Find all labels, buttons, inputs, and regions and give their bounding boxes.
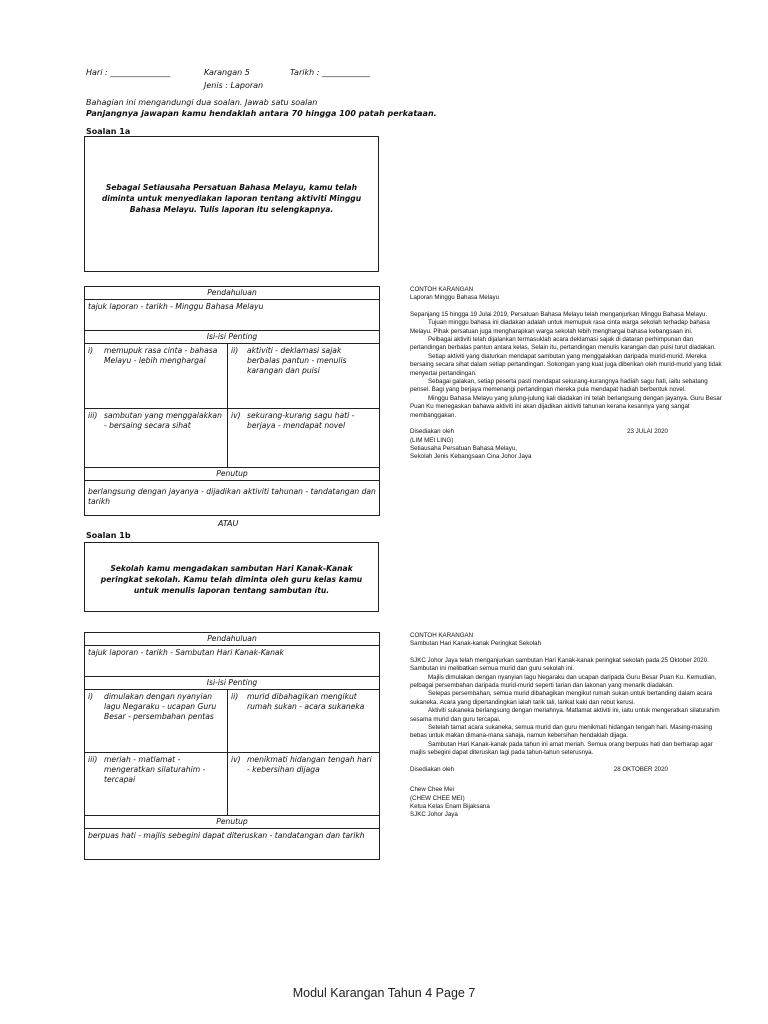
point-cell: iii) meriah - matlamat - mengeratkan silaturahim - tercapai	[85, 753, 228, 816]
disediakan-label: Disediakan oleh	[410, 428, 455, 436]
signature-line: Setiausaha Persatuan Bahasa Melayu,	[410, 444, 517, 452]
penutup-header: Penutup	[85, 468, 380, 481]
soalan-1b-plan-table	[84, 632, 380, 860]
signature-line: SJKC Johor Jaya	[410, 811, 458, 819]
contoh-label: CONTOH KARANGAN	[410, 286, 474, 293]
atau-separator: ATAU	[218, 519, 239, 528]
contoh-paragraph: Setiap aktiviti yang diaturkan mendapat sambutan yang menggalakkan daripada murid-murid. Mereka bersaing secara sihat dalam setiap pertandingan. Sokongan yang kuat juga diberikan oleh murid-murid yang tidak menyertai pertandingan.	[410, 352, 722, 377]
contoh-paragraph: Minggu Bahasa Melayu yang julung-julung kali diadakan ini telah berlangsung dengan jayanya. Guru Besar Puan Ku menegaskan bahawa aktiviti ini akan dijadikan aktiviti tahunan kerana kesannya yang sangat membanggakan.	[410, 394, 722, 419]
contoh-paragraph: Setelah tamat acara sukaneka, semua murid dan guru menikmati hidangan tengah hari. Masing-masing bebas untuk makan dimana-mana sahaja, namun kebersihan hendaklah dijaga.	[410, 724, 713, 740]
contoh-karangan-1a	[410, 286, 728, 462]
penutup-text: berpuas hati - majlis sebegini dapat diteruskan - tandatangan dan tarikh	[85, 829, 380, 860]
isi-header: Isi-isi Penting	[85, 331, 380, 344]
soalan-1a-plan-table	[84, 286, 380, 516]
soalan-1a-question-box	[84, 136, 379, 272]
hari-field: Hari : _______________	[86, 68, 171, 77]
soalan-1b-label: Soalan 1b	[86, 531, 131, 540]
contoh-title: Sambutan Hari Kanak-kanak Peringkat Sekolah	[410, 640, 542, 648]
point-cell: i) memupuk rasa cinta - bahasa Melayu - lebih menghargai	[85, 344, 228, 409]
point-cell: iv) menikmati hidangan tengah hari - kebersihan dijaga	[228, 753, 380, 816]
point-cell: ii) aktiviti - deklamasi sajak berbalas pantun - menulis karangan dan puisi	[228, 344, 380, 409]
signature-line: Sekolah Jenis Kebangsaan Cina Johor Jaya	[410, 453, 532, 461]
point-cell: iv) sekurang-kurang sagu hati - berjaya - mendapat novel	[228, 409, 380, 468]
disediakan-label: Disediakan oleh	[410, 765, 455, 773]
contoh-paragraph: Sepanjang 15 hingga 19 Julai 2019, Persatuan Bahasa Melayu telah menganjurkan Minggu Bahasa Melayu.	[410, 310, 708, 318]
tarikh-field: Tarikh : ____________	[290, 68, 370, 77]
point-cell: iii) sambutan yang menggalakkan - bersaing secara sihat	[85, 409, 228, 468]
signature-line: Chew Chee Mei	[410, 786, 455, 794]
contoh-paragraph: Pelbagai aktiviti telah dijalankan termasuklah acara deklamasi sajak di dataran perhimpunan dan pertandingan berbalas pantun antara kelas. Selain itu, pertandingan menulis karangan dan puisi turut diadakan.	[410, 336, 716, 352]
isi-header: Isi-isi Penting	[85, 677, 380, 690]
pendahuluan-text: tajuk laporan - tarikh - Minggu Bahasa Melayu	[85, 300, 380, 331]
instruction-line-2: Panjangnya jawapan kamu hendaklah antara 70 hingga 100 patah perkataan.	[86, 109, 437, 118]
penutup-header: Penutup	[85, 816, 380, 829]
point-cell: i) dimulakan dengan nyanyian lagu Negaraku - ucapan Guru Besar - persembahan pentas	[85, 690, 228, 753]
contoh-karangan-1b	[410, 632, 728, 820]
penutup-text: berlangsung dengan jayanya - dijadikan aktiviti tahunan - tandatangan dan tarikh	[85, 481, 380, 516]
page-footer: Modul Karangan Tahun 4 Page 7	[292, 986, 476, 1000]
contoh-label: CONTOH KARANGAN	[410, 632, 474, 639]
contoh-title: Laporan Minggu Bahasa Melayu	[410, 294, 500, 302]
karangan-number: Karangan 5	[204, 68, 250, 77]
soalan-1b-question: Sekolah kamu mengadakan sambutan Hari Kanak-Kanak peringkat sekolah. Kamu telah diminta oleh guru kelas kamu untuk menulis laporan tentang sambutan itu.	[100, 564, 363, 595]
signature-line: (LIM MEI LING)	[410, 436, 454, 444]
signature-line: (CHEW CHEE MEI)	[410, 794, 465, 802]
contoh-date: 23 JULAI 2020	[627, 428, 668, 436]
contoh-date: 28 OKTOBER 2020	[613, 765, 668, 773]
contoh-paragraph: Selepas persembahan, semua murid dibahagikan mengikut rumah sukan untuk bertanding dalam acara sukaneka. Acara yang dipertandingkan ialah tarik tali, larikat kaki dan rebut kerusi.	[410, 690, 713, 706]
soalan-1a-question: Sebagai Setiausaha Persatuan Bahasa Melayu, kamu telah diminta untuk menyediakan laporan tentang aktiviti Minggu Bahasa Melayu. Tulis laporan itu selengkapnya.	[101, 183, 362, 214]
contoh-paragraph: SJKC Johor Jaya telah menganjurkan sambutan Hari Kanak-kanak peringkat sekolah pada 25 Oktober 2020. Sambutan ini melibatkan semua murid dan guru sekolah ini.	[410, 656, 709, 673]
contoh-paragraph: Sambutan Hari Kanak-kanak pada tahun ini amat meriah. Semua orang berpuas hati dan berharap agar majlis sebegini dapat diteruskan lagi pada tahun-tahun seterusnya.	[410, 740, 713, 757]
instruction-line-1: Bahagian ini mengandungi dua soalan. Jawab satu soalan	[86, 98, 318, 107]
jenis-label: Jenis : Laporan	[204, 81, 264, 90]
contoh-paragraph: Aktiviti sukaneka berlangsung dengan meriahnya. Matlamat aktiviti ini, iaitu untuk mengeratkan silaturahim sesama murid dan guru tercapai.	[410, 707, 720, 723]
soalan-1b-question-box	[84, 542, 379, 612]
contoh-paragraph: Majlis dimulakan dengan nyanyian lagu Negaraku dan ucapan daripada Guru Besar Puan Ku. Kemudian, pelbagai persembahan daripada murid-murid seperti tarian dan lakonan yang menarik diadakan.	[410, 673, 717, 690]
soalan-1a-label: Soalan 1a	[86, 127, 131, 136]
pendahuluan-text: tajuk laporan - tarikh - Sambutan Hari Kanak-Kanak	[85, 646, 380, 677]
pendahuluan-header: Pendahuluan	[85, 287, 380, 300]
point-cell: ii) murid dibahagikan mengikut rumah sukan - acara sukaneka	[228, 690, 380, 753]
pendahuluan-header: Pendahuluan	[85, 633, 380, 646]
signature-line: Ketua Kelas Enam Bijaksana	[410, 802, 490, 810]
contoh-paragraph: Tujuan minggu bahasa ini diadakan adalah untuk memupuk rasa cinta warga sekolah terhadap bahasa Melayu. Pihak persatuan juga mengharapkan warga sekolah lebih menghargai bahasa kebangsaan ini.	[410, 319, 710, 335]
contoh-paragraph: Sebagai galakan, setiap peserta pasti mendapat sekurang-kurangnya hadiah sagu hati, iaitu sebatang pensel. Bagi yang berjaya memenangi pertandingan mereka pula mendapat hadiah berbentuk novel.	[410, 378, 708, 394]
